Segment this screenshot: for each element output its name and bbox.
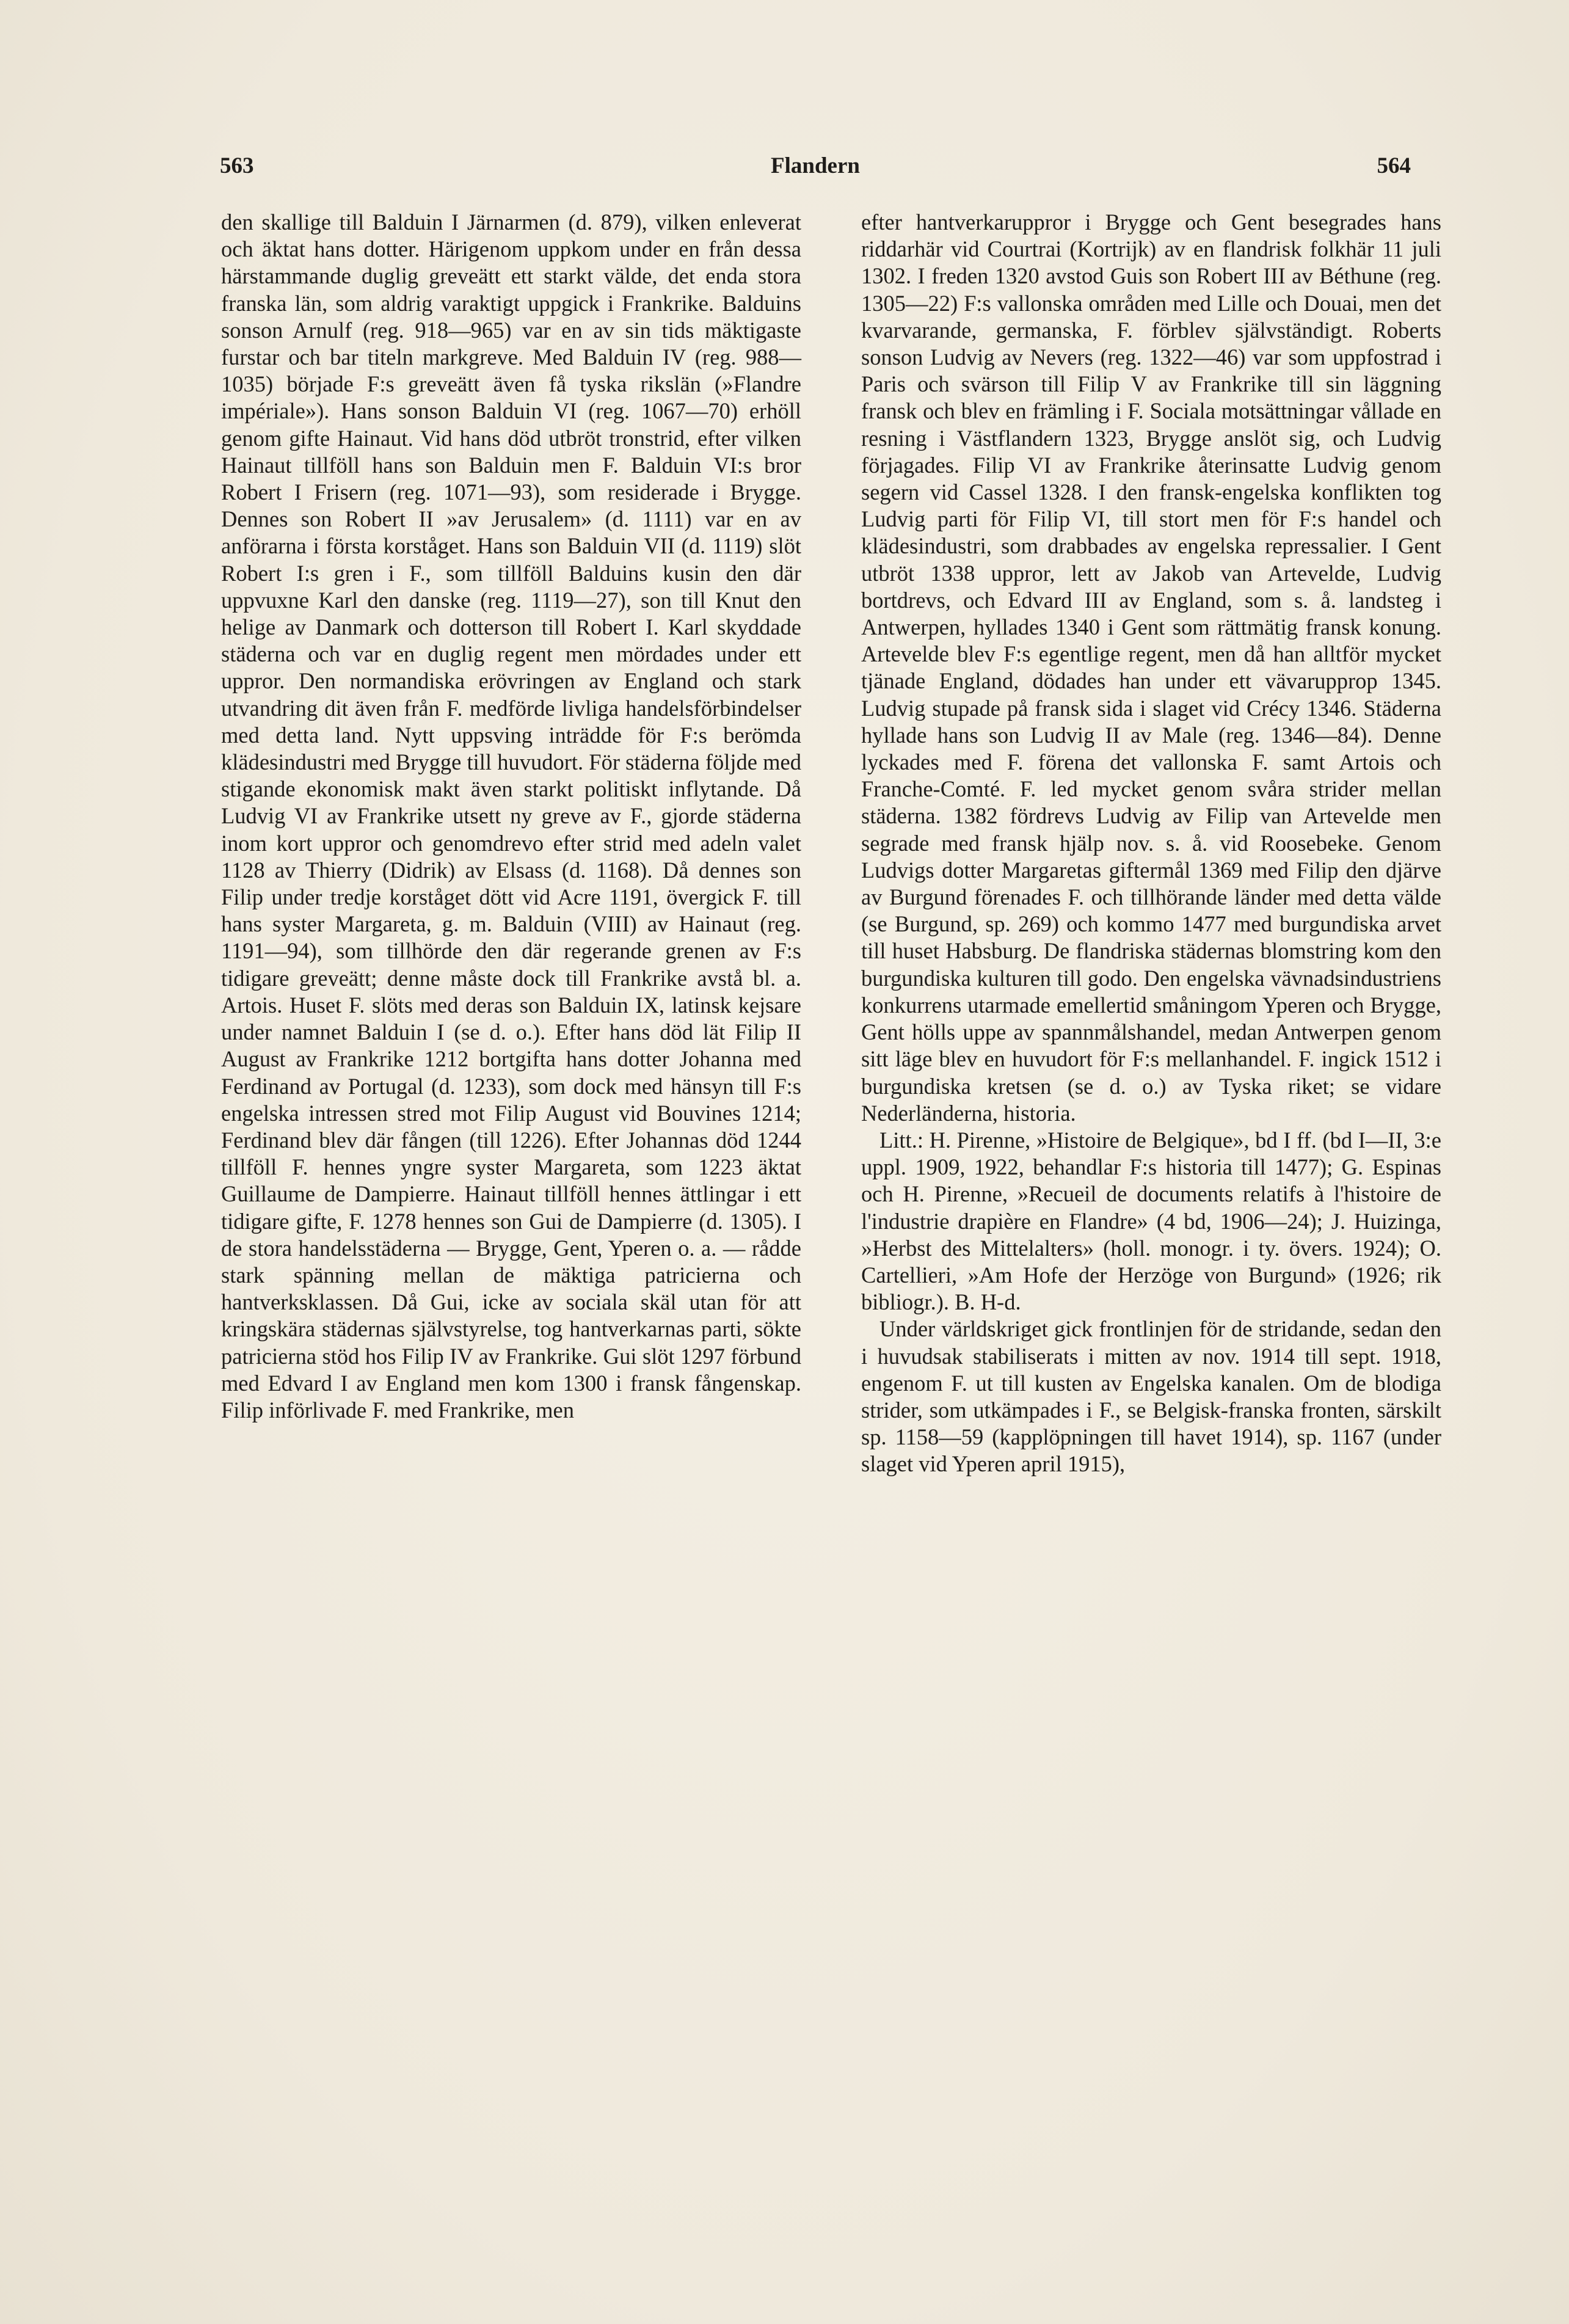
- page-title: Flandern: [771, 153, 860, 178]
- right-column-text: efter hantverkaruppror i Brygge och Gent besegrades hans riddarhär vid Courtrai (Kortrijk) av en flandrisk folkhär 11 juli 1302. I freden 1320 avstod Guis son Robert III av Béthune (reg. 1305—22) F:s vallonska områden med Lille och Douai, men det kvarvarande, germanska, F. förblev självständigt. Roberts sonson Ludvig av Nevers (reg. 1322—46) var som uppfostrad i Paris och svärson till Filip V av Frankrike till sin läggning fransk och blev en främling i F. Sociala motsättningar vållade en resning i Västflandern 1323, Brygge anslöt sig, och Ludvig förjagades. Filip VI av Frankrike återinsatte Ludvig genom segern vid Cassel 1328. I den fransk-engelska konflikten tog Ludvig parti för Filip VI, till stort men för F:s handel och klädesindustri, som drabbades av engelska repressalier. I Gent utbröt 1338 uppror, lett av Jakob van Artevelde, Ludvig bortdrevs, och Edvard III av England, som s. å. landsteg i Antwerpen, hyllades 1340 i Gent som rättmätig fransk konung. Artevelde blev F:s egentlige regent, men då han alltför mycket tjänade England, dödades han under ett vävarupprор 1345. Ludvig stupade på fransk sida i slaget vid Crécy 1346. Städerna hyllade hans son Ludvig II av Male (reg. 1346—84). Denne lyckades med F. förena det vallonska F. samt Artois och Franche-Comté. F. led mycket genom svåra strider mellan städerna. 1382 fördrevs Ludvig av Filip van Artevelde men segrade med fransk hjälp nov. s. å. vid Roosebeke. Genom Ludvigs dotter Margaretas giftermål 1369 med Filip den djärve av Burgund förenades F. och tillhörande länder med detta välde (se Burgund, sp. 269) och kommo 1477 med burgundiska arvet till huset Habsburg. De flandriska städernas blomstring kom den burgundiska kulturen till godo. Den engelska vävnadsindustriens konkurrens utarmade emellertid småningom Yperen och Brygge, Gent hölls uppe av spannmålshandel, medan Antwerpen genom sitt läge blev en huvudort för F:s mellanhandel. F. ingick 1512 i burgundiska kretsen (se d. o.) av Tyska riket; se vidare Nederländerna, historia.: [861, 209, 1441, 1126]
- page-number-right: 564: [1377, 153, 1411, 178]
- left-column: [221, 209, 801, 1424]
- page-number-left: 563: [220, 153, 254, 178]
- page-header: [220, 153, 1411, 195]
- right-column: [861, 209, 1441, 1478]
- left-column-text: den skallige till Balduin I Järnarmen (d. 879), vilken enleverat och äktat hans dotter. Härigenom uppkom under en från dessa härstammande duglig greveätt ett starkt välde, det enda stora franska län, som aldrig varaktigt uppgick i Frankrike. Balduins sonson Arnulf (reg. 918—965) var en av sin tids mäktigaste furstar och bar titeln markgreve. Med Balduin IV (reg. 988—1035) började F:s greveätt även få tyska rikslän (»Flandre impériale»). Hans sonson Balduin VI (reg. 1067—70) erhöll genom gifte Hainaut. Vid hans död utbröt tronstrid, efter vilken Hainaut tillföll hans son Balduin men F. Balduin VI:s bror Robert I Frisern (reg. 1071—93), som residerade i Brygge. Dennes son Robert II »av Jerusalem» (d. 1111) var en av anförarna i första korståget. Hans son Balduin VII (d. 1119) slöt Robert I:s gren i F., som tillföll Balduins kusin den där uppvuxne Karl den danske (reg. 1119—27), son till Knut den helige av Danmark och dotterson till Robert I. Karl skyddade städerna och var en duglig regent men mördades under ett uppror. Den normandiska erövringen av England och stark utvandring dit även från F. medförde livliga handelsförbindelser med detta land. Nytt uppsving inträdde för F:s berömda klädesindustri med Brygge till huvudort. För städerna följde med stigande ekonomisk makt även starkt politiskt inflytande. Då Ludvig VI av Frankrike utsett ny greve av F., gjorde städerna inom kort uppror och genomdrevo efter strid med adeln valet 1128 av Thierry (Didrik) av Elsass (d. 1168). Då dennes son Filip under tredje korståget dött vid Acre 1191, övergick F. till hans syster Margareta, g. m. Balduin (VIII) av Hainaut (reg. 1191—94), som tillhörde den där regerande grenen av F:s tidigare greveätt; denne måste dock till Frankrike avstå bl. a. Artois. Huset F. slöts med deras son Balduin IX, latinsk kejsare under namnet Balduin I (se d. o.). Efter hans död lät Filip II August av Frankrike 1212 bortgifta hans dotter Johanna med Ferdinand av Portugal (d. 1233), som dock med hänsyn till F:s engelska intressen stred mot Filip August vid Bouvines 1214; Ferdinand blev där fången (till 1226). Efter Johannas död 1244 tillföll F. hennes yngre syster Margareta, som 1223 äktat Guillaume de Dampierre. Hainaut tillföll hennes ättlingar i ett tidigare gifte, F. 1278 hennes son Gui de Dampierre (d. 1305). I de stora handelsstäderna — Brygge, Gent, Yperen o. a. — rådde stark spänning mellan de mäktiga patricierna och hantverksklassen. Då Gui, icke av sociala skäl utan för att kringskära städernas självstyrelse, tog hantverkarnas parti, sökte patricierna stöd hos Filip IV av Frankrike. Gui slöt 1297 förbund med Edvard I av England men kom 1300 i fransk fångenskap. Filip införlivade F. med Frankrike, men: [221, 209, 801, 1422]
- world-war-paragraph: Under världskriget gick frontlinjen för de stridande, sedan den i huvudsak stabiliserats i mitten av nov. 1914 till sept. 1918, engenom F. ut till kusten av Engelska kanalen. Om de blodiga strider, som utkämpades i F., se Belgisk-franska fronten, särskilt sp. 1158—59 (kapplöpningen till havet 1914), sp. 1167 (under slaget vid Yperen april 1915),: [861, 1316, 1441, 1477]
- literature-paragraph: Litt.: H. Pirenne, »Histoire de Belgique», bd I ff. (bd I—II, 3:e uppl. 1909, 1922, behandlar F:s historia till 1477); G. Espinas och H. Pirenne, »Recueil de documents relatifs à l'histoire de l'industrie drapière en Flandre» (4 bd, 1906—24); J. Huizinga, »Herbst des Mittelalters» (holl. monogr. i ty. övers. 1924); O. Cartellieri, »Am Hofe der Herzöge von Burgund» (1926; rik bibliogr.). B. H-d.: [861, 1127, 1441, 1315]
